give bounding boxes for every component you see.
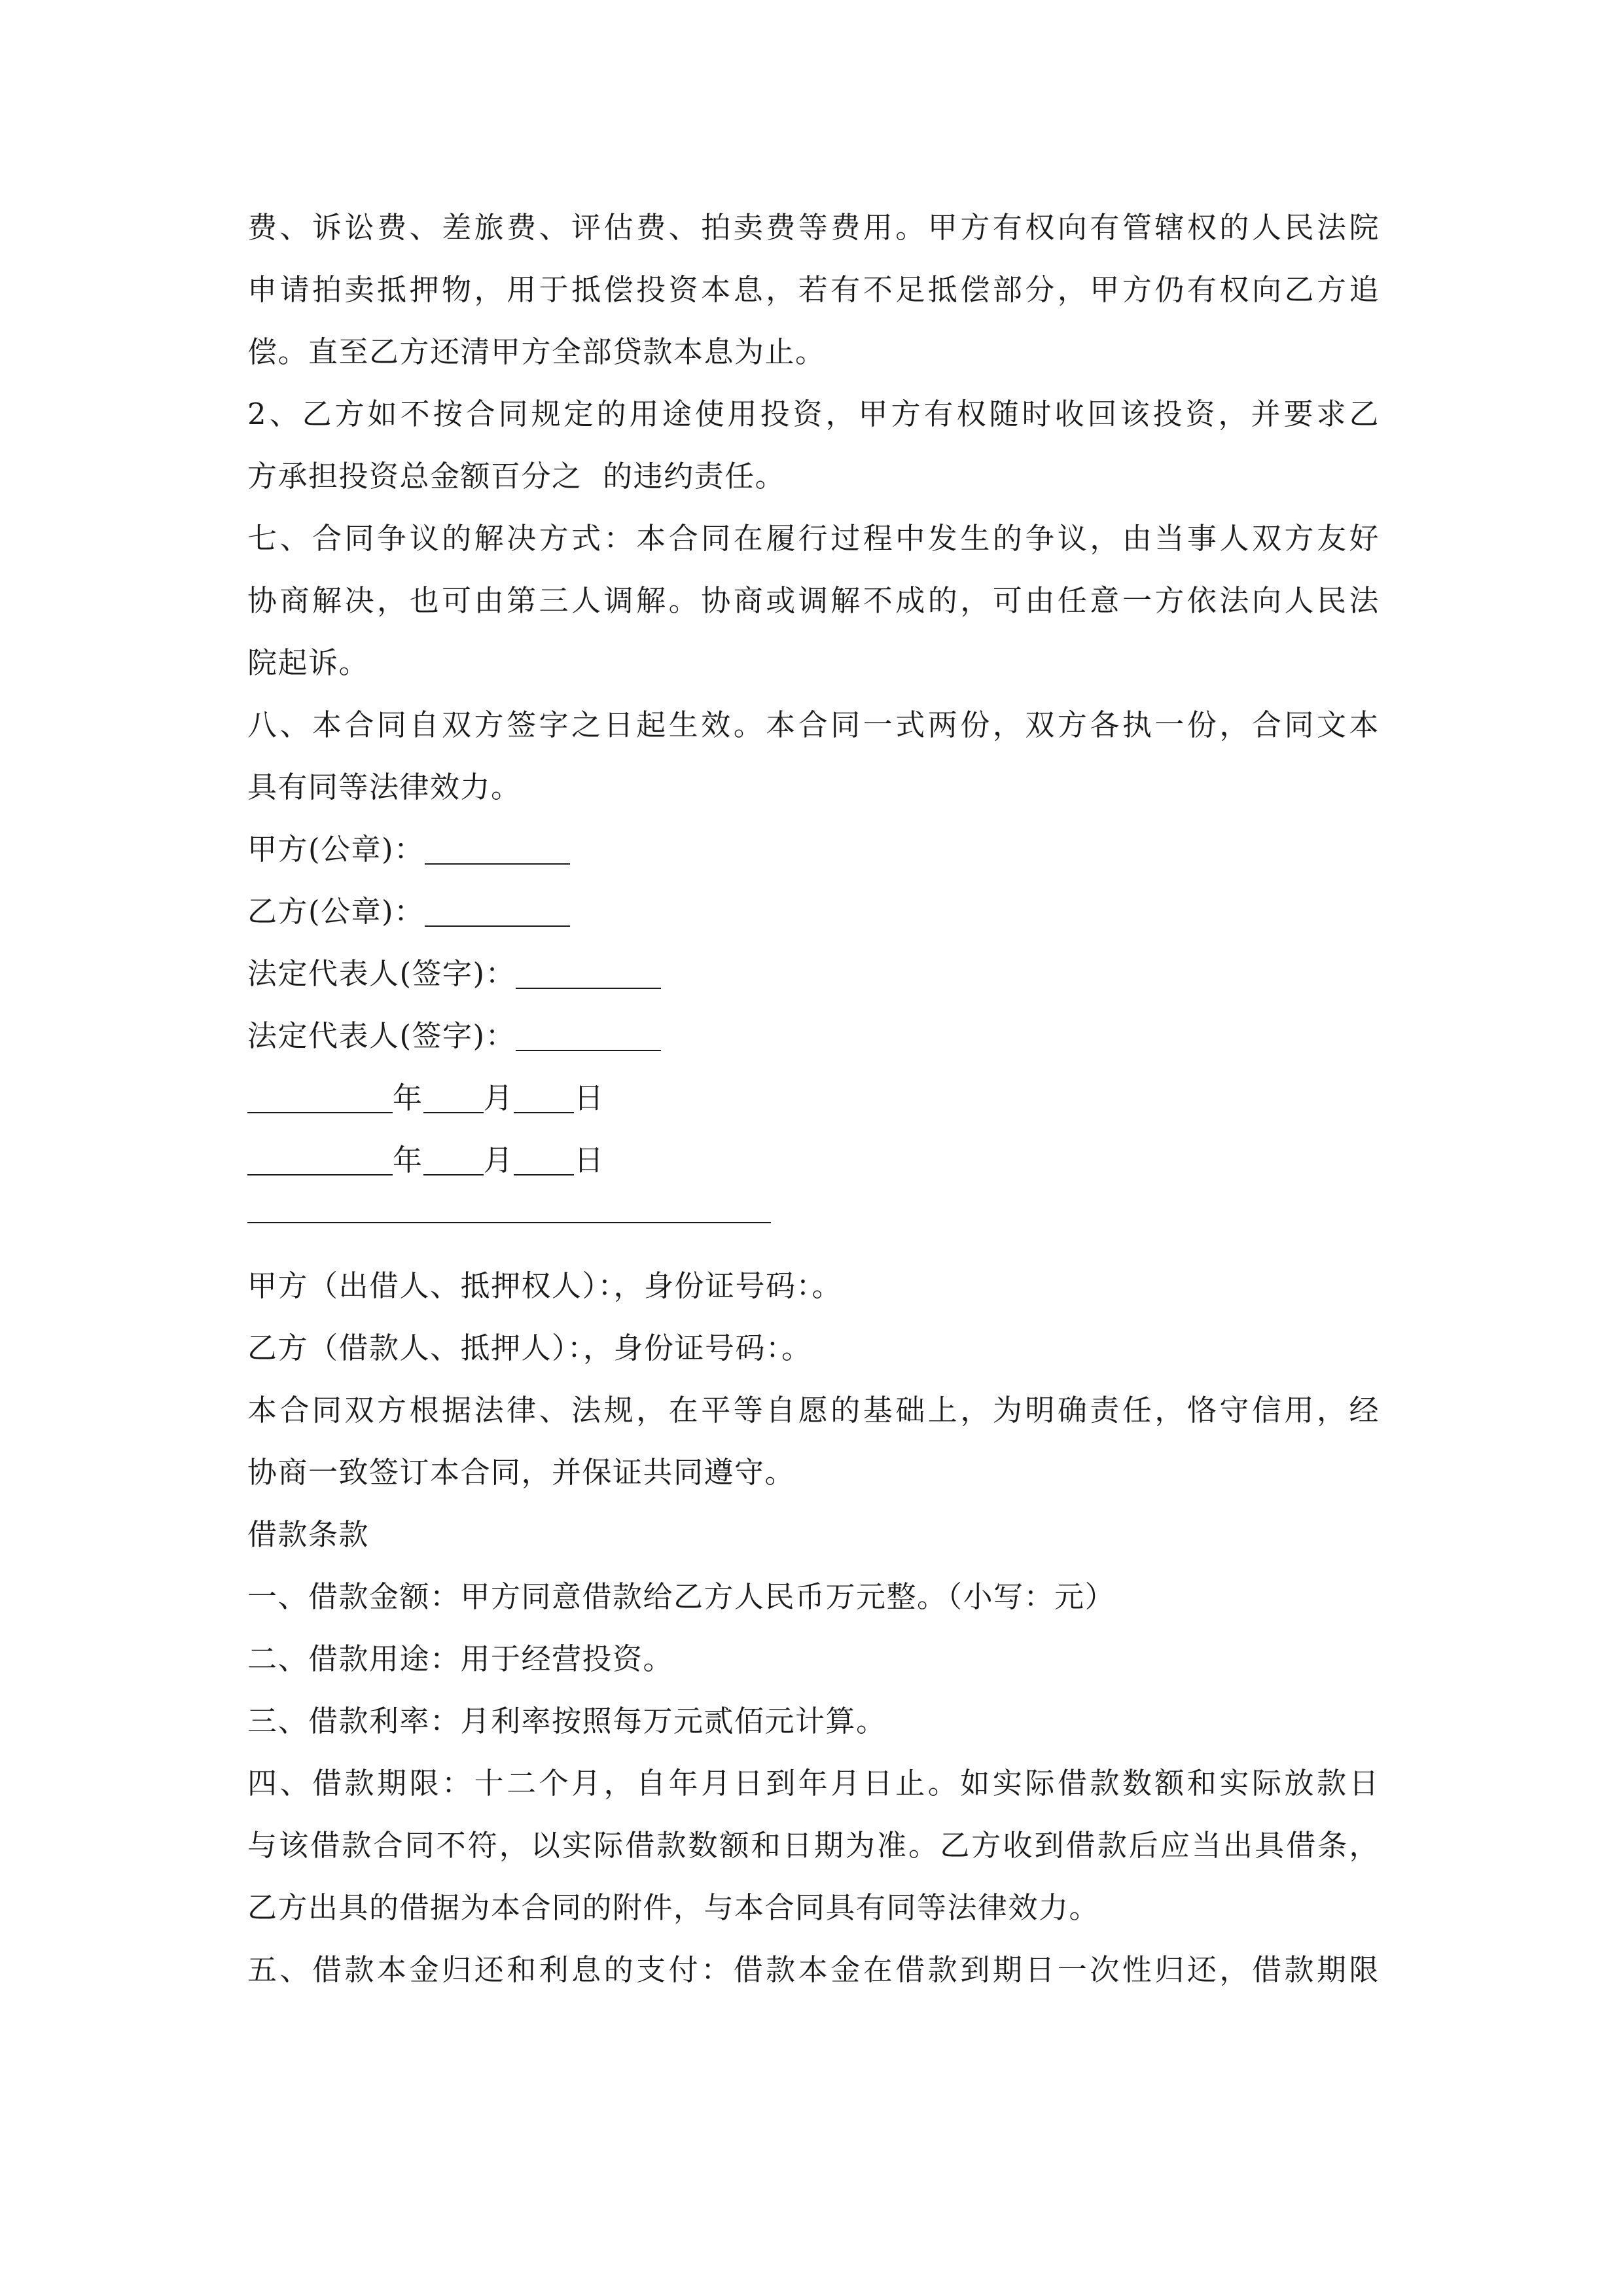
paragraph-line: 一、借款金额：甲方同意借款给乙方人民币万元整。（小写：元） <box>247 1579 1116 1614</box>
paragraph-line: 甲方（出借人、抵押权人）：，身份证号码：。 <box>247 1268 843 1303</box>
party-b-seal-row <box>247 880 1380 942</box>
paragraph-line: 协商解决，也可由第三人调解。协商或调解不成的，可由任意一方依法向人民法 <box>247 583 1380 618</box>
paragraph-line: 本合同双方根据法律、法规，在平等自愿的基础上，为明确责任，恪守信用，经 <box>247 1393 1380 1427</box>
paragraph-line: 方承担投资总金额百分之 的违约责任。 <box>247 459 786 493</box>
legal-rep-1-blank[interactable] <box>516 954 661 989</box>
day-label: 日 <box>574 1081 605 1115</box>
paragraph-line: 具有同等法律效力。 <box>247 770 522 804</box>
section-heading: 借款条款 <box>247 1517 370 1552</box>
paragraph-line: 与该借款合同不符，以实际借款数额和日期为准。乙方收到借款后应当出具借条， <box>247 1828 1380 1863</box>
divider-spacing <box>247 1223 1380 1255</box>
legal-rep-2-label: 法定代表人(签字)： <box>247 1018 516 1053</box>
date-row <box>247 1067 1380 1129</box>
legal-rep-2-blank[interactable] <box>516 1016 661 1051</box>
paragraph-line: 费、诉讼费、差旅费、评估费、拍卖费等费用。甲方有权向有管辖权的人民法院 <box>247 210 1380 245</box>
year-blank[interactable] <box>247 1140 393 1175</box>
paragraph-line: 院起诉。 <box>247 645 370 680</box>
year-blank[interactable] <box>247 1078 393 1113</box>
legal-rep-1-row <box>247 942 1380 1005</box>
paragraph-line: 七、合同争议的解决方式：本合同在履行过程中发生的争议，由当事人双方友好 <box>247 521 1380 556</box>
paragraph-line: 乙方（借款人、抵押人）：，身份证号码：。 <box>247 1331 812 1365</box>
legal-rep-1-label: 法定代表人(签字)： <box>247 956 516 991</box>
year-label: 年 <box>393 1143 423 1177</box>
party-b-seal-label: 乙方(公章)： <box>247 894 425 929</box>
month-blank[interactable] <box>423 1078 484 1113</box>
month-blank[interactable] <box>423 1140 484 1175</box>
party-b-seal-blank[interactable] <box>425 891 570 927</box>
document-page <box>247 196 1380 2001</box>
party-a-seal-blank[interactable] <box>425 829 570 865</box>
paragraph-line: 乙方出具的借据为本合同的附件，与本合同具有同等法律效力。 <box>247 1890 1100 1925</box>
day-blank[interactable] <box>514 1078 574 1113</box>
month-label: 月 <box>483 1081 514 1115</box>
paragraph-line: 二、借款用途：用于经营投资。 <box>247 1641 674 1676</box>
year-label: 年 <box>393 1081 423 1115</box>
date-row <box>247 1129 1380 1191</box>
party-a-seal-label: 甲方(公章)： <box>247 832 425 867</box>
paragraph-line: 三、借款利率：月利率按照每万元贰佰元计算。 <box>247 1704 887 1738</box>
paragraph-line: 2、乙方如不按合同规定的用途使用投资，甲方有权随时收回该投资，并要求乙 <box>247 397 1380 431</box>
month-label: 月 <box>483 1143 514 1177</box>
paragraph-line: 八、本合同自双方签字之日起生效。本合同一式两份，双方各执一份，合同文本 <box>247 708 1380 742</box>
paragraph-line: 四、借款期限：十二个月，自年月日到年月日止。如实际借款数额和实际放款日 <box>247 1766 1380 1801</box>
day-blank[interactable] <box>514 1140 574 1175</box>
day-label: 日 <box>574 1143 605 1177</box>
paragraph-line: 协商一致签订本合同，并保证共同遵守。 <box>247 1455 796 1490</box>
party-a-seal-row <box>247 818 1380 880</box>
paragraph-line: 五、借款本金归还和利息的支付：借款本金在借款到期日一次性归还，借款期限 <box>247 1952 1380 1987</box>
legal-rep-2-row <box>247 1005 1380 1067</box>
paragraph-line: 申请拍卖抵押物，用于抵偿投资本息，若有不足抵偿部分，甲方仍有权向乙方追 <box>247 272 1380 307</box>
paragraph-line: 偿。直至乙方还清甲方全部贷款本息为止。 <box>247 334 826 369</box>
